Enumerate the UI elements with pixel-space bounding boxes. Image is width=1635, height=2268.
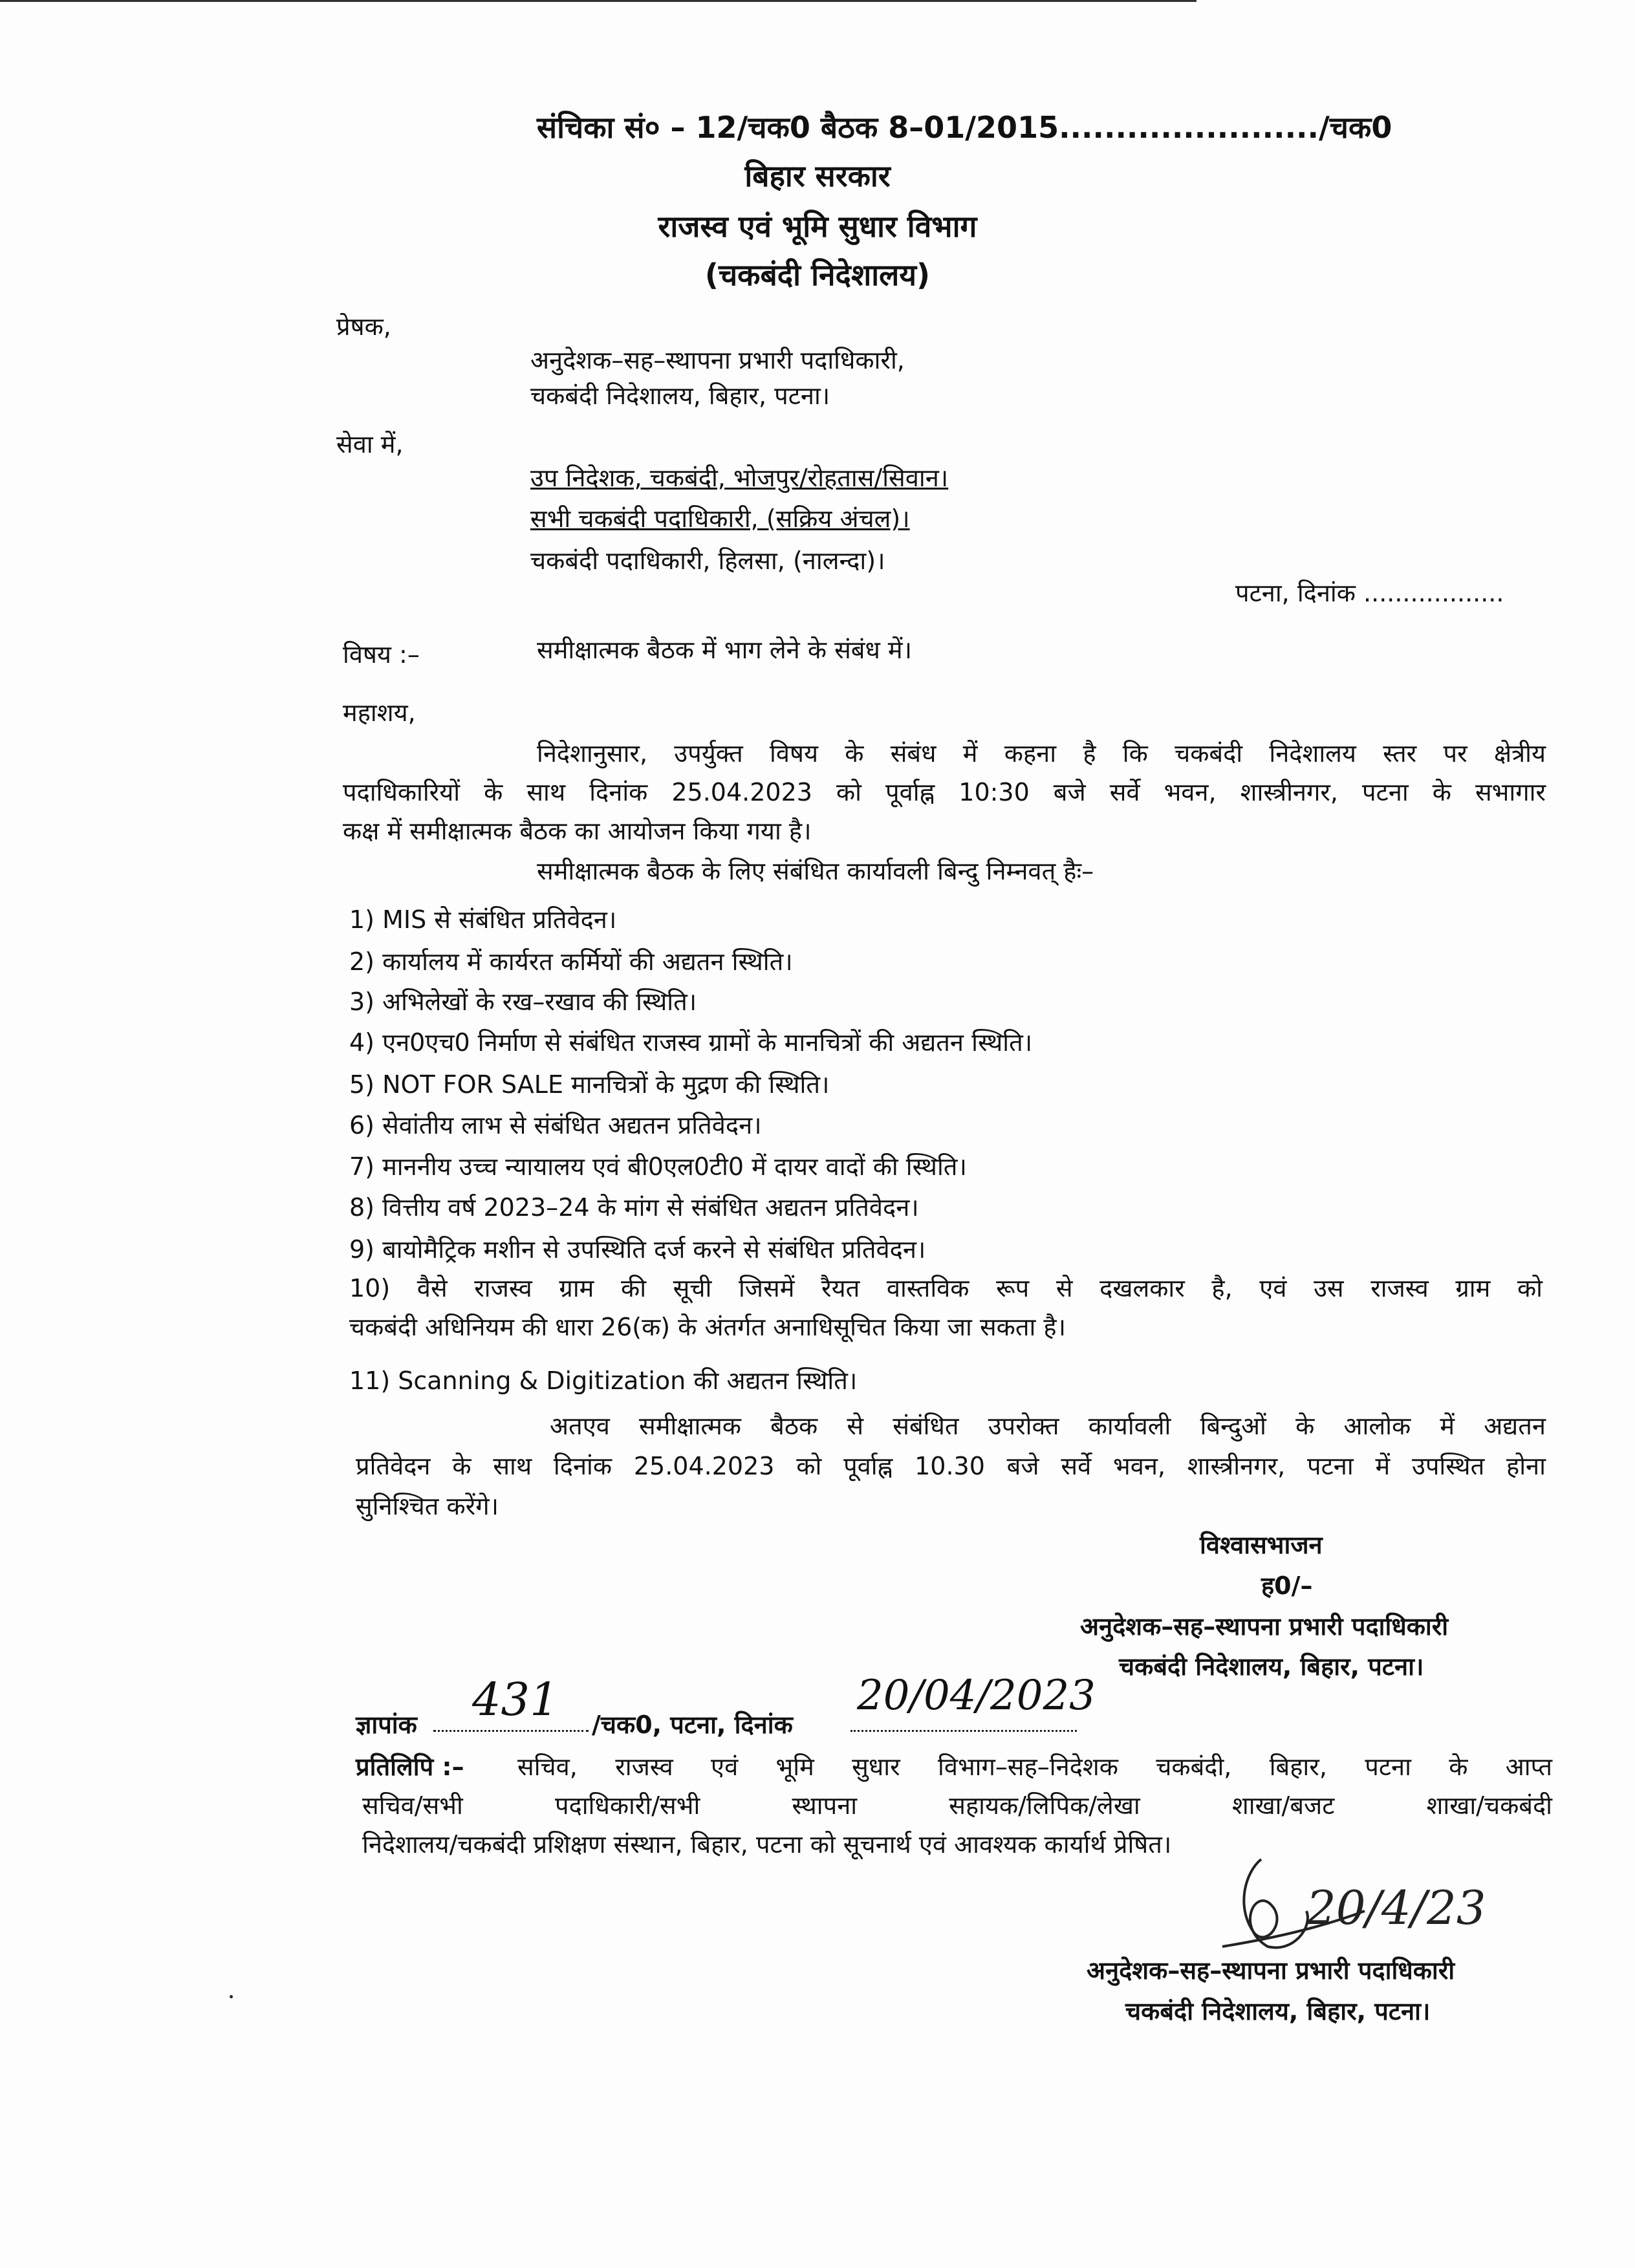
govt-title: बिहार सरकार (744, 158, 891, 193)
signature-office: चकबंदी निदेशालय, बिहार, पटना। (1125, 1997, 1431, 2025)
memo-number-field (433, 1673, 589, 1732)
copy-line-3: निदेशालय/चकबंदी प्रशिक्षण संस्थान, बिहार, पटना को सूचनार्थ एवं आवश्यक कार्यार्थ प्रेषित। (362, 1830, 1172, 1859)
memo-date-handwritten: 20/04/2023 (857, 1672, 1096, 1720)
recipient-line-3: चकबंदी पदाधिकारी, हिलसा, (नालन्दा)। (530, 546, 885, 575)
agenda-item: 7) माननीय उच्च न्यायालय एवं बी0एल0टी0 में दायर वादों की स्थिति। (349, 1152, 967, 1181)
agenda-item: 11) Scanning & Digitization की अद्यतन स्थिति। (349, 1366, 858, 1395)
closing-office: चकबंदी निदेशालय, बिहार, पटना। (1119, 1652, 1424, 1681)
closing-designation: अनुदेशक–सह–स्थापना प्रभारी पदाधिकारी (1080, 1612, 1449, 1641)
salutation: महाशय, (343, 698, 416, 727)
memo-label: ज्ञापांक (356, 1711, 417, 1739)
agenda-item-continued: चकबंदी अधिनियम की धारा 26(क) के अंतर्गत अनाधिसूचित किया जा सकता है। (349, 1313, 1066, 1341)
agenda-item: 1) MIS से संबंधित प्रतिवेदन। (349, 905, 617, 934)
closing-signed: ह0/– (1261, 1571, 1313, 1600)
sender-line-2: चकबंदी निदेशालय, बिहार, पटना। (530, 382, 830, 410)
signature-date: 20/4/23 (1306, 1881, 1486, 1935)
para1-line-3: कक्ष में समीक्षात्मक बैठक का आयोजन किया गया है। (343, 817, 812, 845)
copy-line-2: सचिव/सभी पदाधिकारी/सभी स्थापना सहायक/लिपिक/लेखा शाखा/बजट शाखा/चकबंदी (362, 1791, 1552, 1820)
sender-line-1: अनुदेशक–सह–स्थापना प्रभारी पदाधिकारी, (530, 346, 905, 374)
agenda-item: 2) कार्यालय में कार्यरत कर्मियों की अद्यतन स्थिति। (349, 947, 793, 976)
place-date: पटना, दिनांक .................. (1235, 579, 1504, 607)
agenda-item: 9) बायोमैट्रिक मशीन से उपस्थिति दर्ज करने से संबंधित प्रतिवेदन। (349, 1235, 926, 1264)
agenda-item: 4) एन0एच0 निर्माण से संबंधित राजस्व ग्रामों के मानचित्रों की अद्यतन स्थिति। (349, 1028, 1033, 1057)
directorate-title: (चकबंदी निदेशालय) (704, 257, 931, 292)
agenda-item: 10) वैसे राजस्व ग्राम की सूची जिसमें रैयत वास्तविक रूप से दखलकार है, एवं उस राजस्व ग्राम को (349, 1274, 1543, 1302)
agenda-item: 3) अभिलेखों के रख–रखाव की स्थिति। (349, 988, 697, 1016)
para2-line-2: प्रतिवेदन के साथ दिनांक 25.04.2023 को पूर्वाह्न 10.30 बजे सर्वे भवन, शास्त्रीनगर, पटना में उपस्थित होना (356, 1452, 1546, 1480)
copy-line-1: सचिव, राजस्व एवं भूमि सुधार विभाग–सह–निदेशक चकबंदी, बिहार, पटना के आप्त (517, 1753, 1552, 1781)
subject-text: समीक्षात्मक बैठक में भाग लेने के संबंध में। (537, 636, 913, 664)
memo-date-field (850, 1672, 1096, 1732)
department-title: राजस्व एवं भूमि सुधार विभाग (658, 209, 977, 244)
recipient-line-2: सभी चकबंदी पदाधिकारी, (सक्रिय अंचल)। (530, 504, 910, 533)
para1-line-1: निदेशानुसार, उपर्युक्त विषय के संबंध में कहना है कि चकबंदी निदेशालय स्तर पर क्षेत्रीय (537, 739, 1546, 768)
agenda-item: 6) सेवांतीय लाभ से संबंधित अद्यतन प्रतिवेदन। (349, 1111, 762, 1139)
agenda-item: 5) NOT FOR SALE मानचित्रों के मुद्रण की स्थिति। (349, 1070, 830, 1099)
memo-number-handwritten: 431 (472, 1673, 559, 1726)
para1-line-2: पदाधिकारियों के साथ दिनांक 25.04.2023 को पूर्वाह्न 10:30 बजे सर्वे भवन, शास्त्रीनगर, पटना के सभागार (343, 778, 1546, 806)
agenda-intro: समीक्षात्मक बैठक के लिए संबंधित कार्यावली बिन्दु निम्नवत् हैः– (537, 857, 1094, 885)
signature-designation: अनुदेशक–सह–स्थापना प्रभारी पदाधिकारी (1087, 1956, 1455, 1985)
file-number: संचिका सं० – 12/चक0 बैठक 8–01/2015......................./चक0 (537, 110, 1392, 145)
para2-line-1: अतएव समीक्षात्मक बैठक से संबंधित उपरोक्त कार्यावली बिन्दुओं के आलोक में अद्यतन (550, 1412, 1546, 1440)
sender-label: प्रेषक, (336, 312, 391, 341)
scan-speck (230, 1995, 233, 1998)
scan-top-border (0, 0, 1196, 2)
para2-line-3: सुनिश्चित करेंगे। (356, 1492, 499, 1520)
recipient-line-1: उप निदेशक, चकबंदी, भोजपुर/रोहतास/सिवान। (530, 464, 949, 492)
copy-label: प्रतिलिपि :– (356, 1753, 464, 1781)
subject-label: विषय :– (343, 640, 420, 669)
memo-middle: /चक0, पटना, दिनांक (592, 1711, 793, 1739)
closing-yours: विश्वासभाजन (1200, 1531, 1323, 1559)
recipients-label: सेवा में, (336, 430, 404, 459)
agenda-item: 8) वित्तीय वर्ष 2023–24 के मांग से संबंधित अद्यतन प्रतिवेदन। (349, 1193, 919, 1222)
